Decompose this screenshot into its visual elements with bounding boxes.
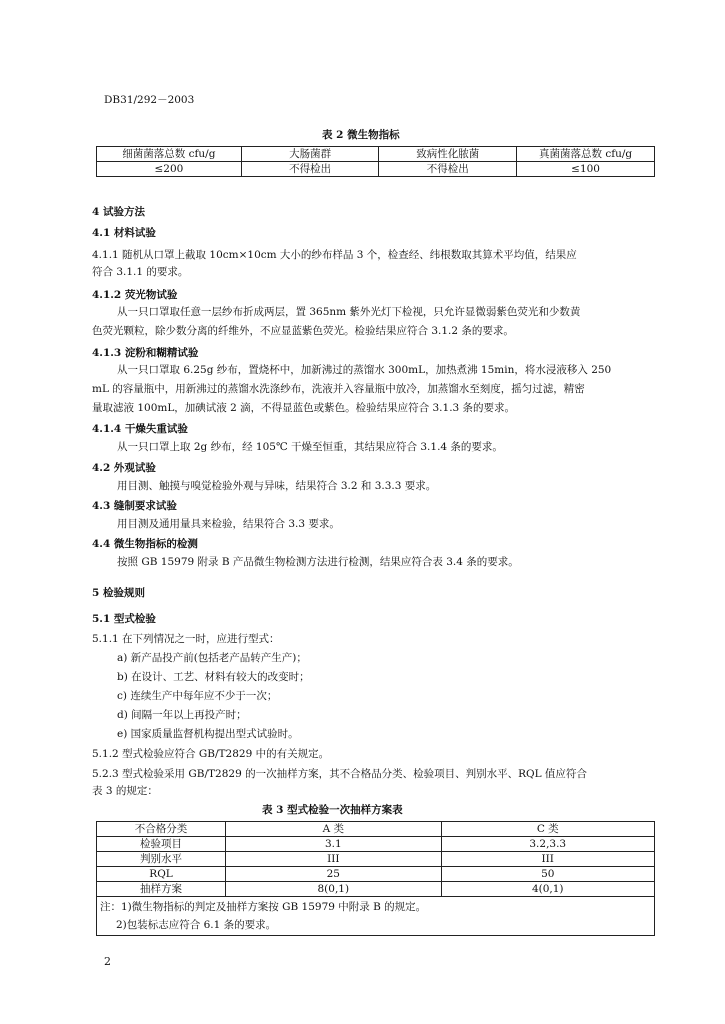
table3-cell: III bbox=[226, 852, 441, 867]
table3-cell: 不合格分类 bbox=[97, 822, 226, 837]
table3-note: 注：1)微生物指标的判定及抽样方案按 GB 15979 中附录 B 的规定。 bbox=[100, 901, 427, 913]
subsection-heading: 4.1.3 淀粉和糊精试验 bbox=[92, 347, 199, 359]
subsection-heading: 4.2 外观试验 bbox=[92, 462, 156, 474]
table3-cell: A 类 bbox=[226, 822, 441, 837]
table2-header-cell: 真菌菌落总数 cfu/g bbox=[517, 147, 655, 162]
table3-caption: 表 3 型式检验一次抽样方案表 bbox=[262, 804, 403, 816]
body-line: 符合 3.1.1 的要求。 bbox=[92, 266, 189, 278]
table2-cell: ≤100 bbox=[517, 162, 655, 177]
section-heading: 4 试验方法 bbox=[92, 206, 145, 218]
body-line: mL 的容量瓶中，用新沸过的蒸馏水洗涤纱布，洗液并入容量瓶中放冷，加蒸馏水至刻度，摇匀过滤，精密 bbox=[92, 383, 585, 395]
page-number: 2 bbox=[104, 955, 111, 968]
table3-cell: RQL bbox=[97, 867, 226, 882]
table2-data-row bbox=[97, 162, 655, 177]
body-line: 量取滤液 100mL，加碘试液 2 滴，不得显蓝色或紫色。检验结果应符合 3.1.3 条的要求。 bbox=[92, 402, 516, 414]
table2-cell: ≤200 bbox=[97, 162, 242, 177]
list-item: e) 国家质量监督机构提出型式试验时。 bbox=[117, 728, 299, 740]
section-heading: 5 检验规则 bbox=[92, 587, 145, 599]
table3-note: 2)包装标志应符合 6.1 条的要求。 bbox=[116, 919, 277, 931]
body-line: 从一只口罩上取 2g 纱布，经 105℃ 干燥至恒重，其结果应符合 3.1.4 条的要求。 bbox=[117, 441, 503, 453]
table2-header-cell: 致病性化脓菌 bbox=[379, 147, 517, 162]
list-item: c) 连续生产中每年应不少于一次； bbox=[117, 690, 278, 702]
table2-header-cell: 细菌菌落总数 cfu/g bbox=[97, 147, 242, 162]
table3-row bbox=[97, 837, 655, 852]
body-line: 色荧光颗粒，除少数分离的纤维外，不应显蓝紫色荧光。检验结果应符合 3.1.2 条的要求。 bbox=[92, 325, 514, 337]
body-line: 用目测、触摸与嗅觉检验外观与异味，结果符合 3.2 和 3.3.3 要求。 bbox=[117, 480, 437, 492]
subsection-heading: 4.1.2 荧光物试验 bbox=[92, 289, 178, 301]
body-line: 5.1.1 在下列情况之一时，应进行型式： bbox=[92, 633, 280, 645]
table2-header-row bbox=[97, 147, 655, 162]
table3-row bbox=[97, 867, 655, 882]
table3-cell: 3.1 bbox=[226, 837, 441, 852]
subsection-heading: 4.1 材料试验 bbox=[92, 227, 156, 239]
table3-cell: III bbox=[441, 852, 655, 867]
table3-cell: 判别水平 bbox=[97, 852, 226, 867]
table3-cell: C 类 bbox=[441, 822, 655, 837]
table3-cell: 8(0,1) bbox=[226, 882, 441, 897]
table3 bbox=[96, 821, 655, 936]
body-line: 从一只口罩取 6.25g 纱布，置烧杯中，加新沸过的蒸馏水 300mL，加热煮沸 15min，将水浸液移入 250 bbox=[117, 364, 612, 376]
table3-row bbox=[97, 852, 655, 867]
subsection-heading: 4.3 缝制要求试验 bbox=[92, 500, 177, 512]
table2-caption: 表 2 微生物指标 bbox=[322, 129, 400, 141]
body-line: 从一只口罩取任意一层纱布折成两层，置 365nm 紫外光灯下检视，只允许显微弱紫色荧光和少数黄 bbox=[117, 306, 581, 318]
body-line: 5.2.3 型式检验采用 GB/T2829 的一次抽样方案，其不合格品分类、检验项目、判别水平、RQL 值应符合 bbox=[92, 768, 587, 780]
list-item: a) 新产品投产前(包括老产品转产生产)； bbox=[117, 652, 307, 664]
body-line: 用目测及通用量具来检验，结果符合 3.3 要求。 bbox=[117, 518, 340, 530]
table3-cell: 4(0,1) bbox=[441, 882, 655, 897]
table2 bbox=[96, 146, 655, 177]
standard-number: DB31/292－2003 bbox=[104, 94, 195, 106]
table3-cell: 25 bbox=[226, 867, 441, 882]
table3-notes bbox=[97, 897, 655, 936]
body-line: 4.1.1 随机从口罩上截取 10cm×10cm 大小的纱布样品 3 个，检查经、纬根数取其算术平均值，结果应 bbox=[92, 249, 577, 261]
body-line: 表 3 的规定： bbox=[92, 785, 158, 797]
table2-cell: 不得检出 bbox=[241, 162, 379, 177]
table2-header-cell: 大肠菌群 bbox=[241, 147, 379, 162]
table2-cell: 不得检出 bbox=[379, 162, 517, 177]
table3-row bbox=[97, 882, 655, 897]
table3-cell: 检验项目 bbox=[97, 837, 226, 852]
table3-cell: 50 bbox=[441, 867, 655, 882]
table3-notes-row bbox=[97, 897, 655, 936]
body-line: 5.1.2 型式检验应符合 GB/T2829 中的有关规定。 bbox=[92, 748, 330, 760]
subsection-heading: 4.4 微生物指标的检测 bbox=[92, 538, 198, 550]
table3-row bbox=[97, 822, 655, 837]
table3-cell: 抽样方案 bbox=[97, 882, 226, 897]
subsection-heading: 4.1.4 干燥失重试验 bbox=[92, 423, 188, 435]
list-item: d) 间隔一年以上再投产时； bbox=[117, 709, 247, 721]
body-line: 按照 GB 15979 附录 B 产品微生物检测方法进行检测，结果应符合表 3.4 条的要求。 bbox=[117, 556, 519, 568]
list-item: b) 在设计、工艺、材料有较大的改变时； bbox=[117, 671, 310, 683]
subsection-heading: 5.1 型式检验 bbox=[92, 613, 156, 625]
table3-cell: 3.2,3.3 bbox=[441, 837, 655, 852]
